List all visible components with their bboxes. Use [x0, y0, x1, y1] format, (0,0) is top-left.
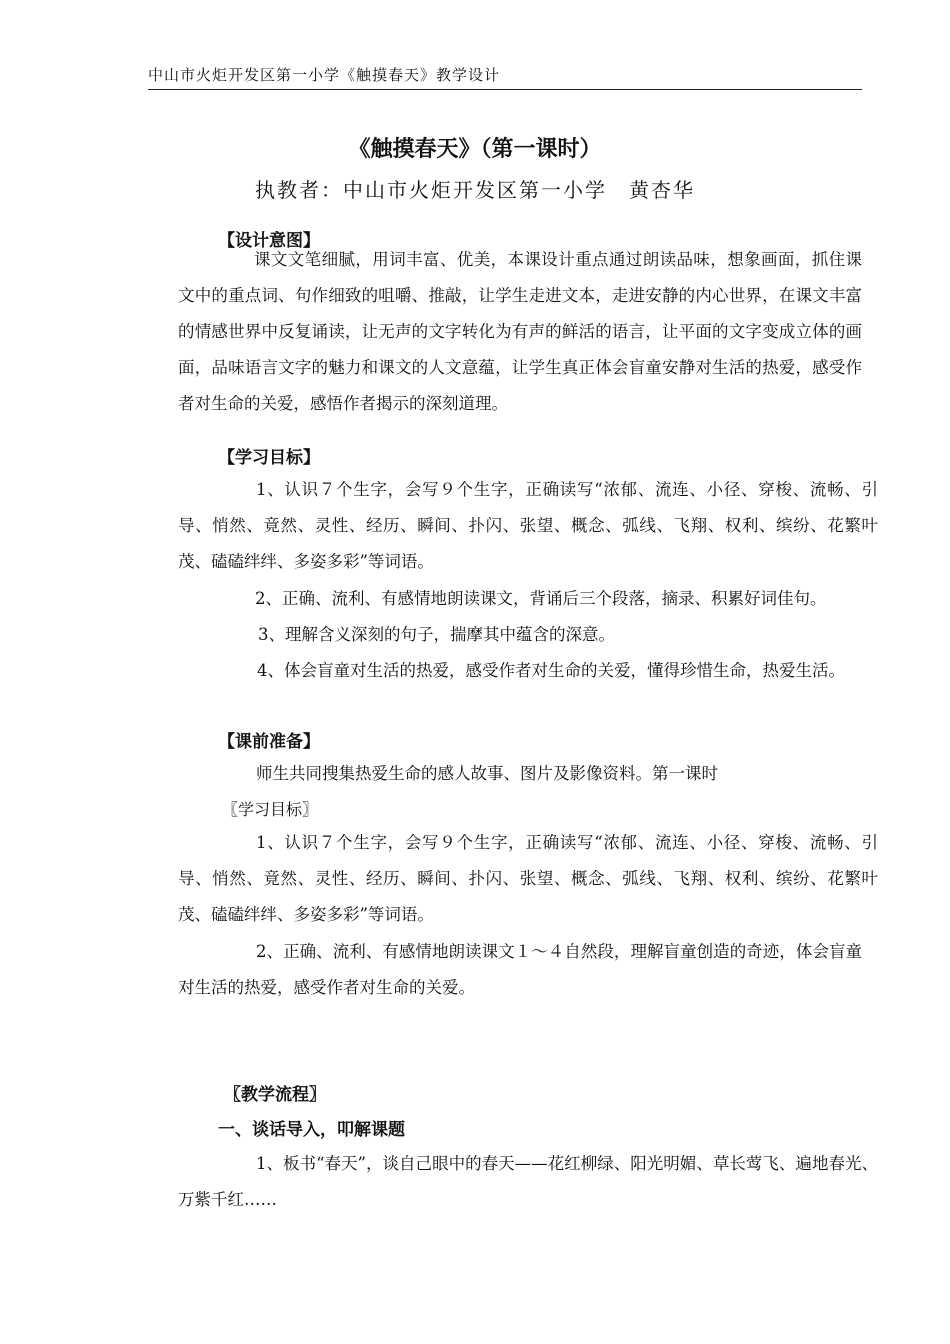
prep-paragraph: 师生共同搜集热爱生命的感人故事、图片及影像资料。第一课时 [256, 764, 718, 783]
author-line: 执教者：中山市火炬开发区第一小学 黄杏华 [255, 178, 695, 202]
goal-item-4: 4、体会盲童对生活的热爱，感受作者对生命的关爱，懂得珍惜生命，热爱生活。 [257, 661, 845, 680]
flow-heading: 〖教学流程〗 [224, 1085, 326, 1105]
goal-item-1: 1、认识７个生字，会写９个生字，正确读写“浓郁、流连、小径、穿梭、流畅、引导、悄然、竟然、灵性、经历、瞬间、扑闪、张望、概念、弧线、飞翔、权利、缤纷、花繁叶茂、磕磕绊绊、多姿多彩”等词语。 [178, 480, 878, 571]
flow-step1-title: 一、谈话导入，叩解课题 [218, 1120, 405, 1140]
design-heading: 【设计意图】 [218, 231, 320, 251]
document-title: 《触摸春天》（第一课时） [348, 137, 602, 162]
goal-item-3: 3、理解含义深刻的句子，揣摩其中蕴含的深意。 [258, 625, 615, 644]
goals-heading: 【学习目标】 [218, 448, 320, 468]
goal-item-2: 2、正确、流利、有感情地朗读课文，背诵后三个段落，摘录、积累好词佳句。 [255, 589, 827, 608]
lesson-goal-item-2: 2、正确、流利、有感情地朗读课文１～４自然段，理解盲童创造的奇迹，体会盲童对生活的热爱，感受作者对生命的关爱。 [178, 942, 862, 997]
flow-step1-paragraph: 1、板书“春天”，谈自己眼中的春天——花红柳绿、阳光明媚、草长莺飞、遍地春光、万紫千红…… [178, 1154, 878, 1209]
page-header: 中山市火炬开发区第一小学《触摸春天》教学设计 [148, 64, 862, 90]
prep-heading: 【课前准备】 [218, 732, 320, 752]
design-paragraph: 课文文笔细腻，用词丰富、优美，本课设计重点通过朗读品味，想象画面，抓住课文中的重点词、句作细致的咀嚼、推敲，让学生走进文本，走进安静的内心世界，在课文丰富的情感世界中反复诵读，让无声的文字转化为有声的鲜活的语言，让平面的文字变成立体的画面，品味语言文字的魅力和课文的人文意蕴，让学生真正体会盲童安静对生活的热爱，感受作者对生命的关爱，感悟作者揭示的深刻道理。 [178, 250, 862, 413]
lesson-goals-heading: 〖学习目标〗 [222, 800, 319, 819]
lesson-goal-item-1: 1、认识７个生字，会写９个生字，正确读写“浓郁、流连、小径、穿梭、流畅、引导、悄然、竟然、灵性、经历、瞬间、扑闪、张望、概念、弧线、飞翔、权利、缤纷、花繁叶茂、磕磕绊绊、多姿多彩”等词语。 [178, 833, 878, 924]
